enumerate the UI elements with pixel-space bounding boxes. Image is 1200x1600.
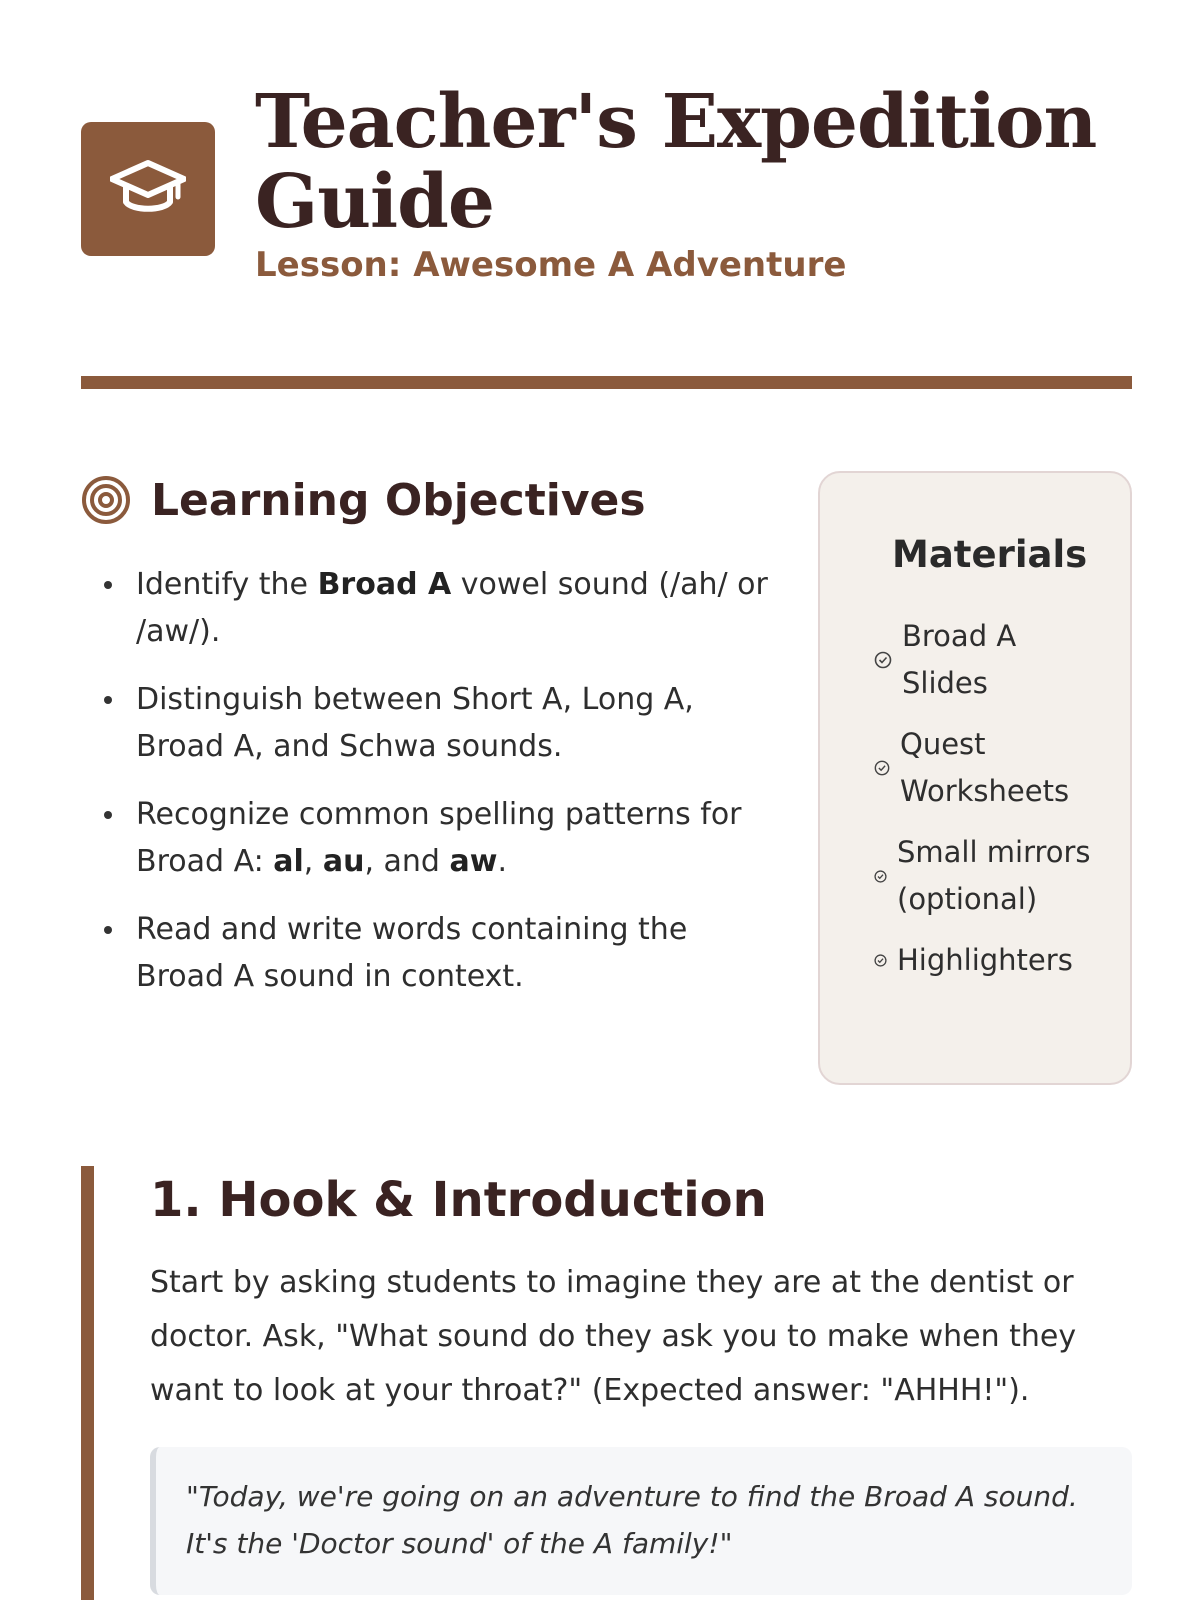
objectives-list [81, 561, 781, 1000]
graduation-cap-icon [110, 159, 186, 219]
check-circle-icon [874, 651, 892, 669]
check-circle-icon [874, 870, 887, 883]
section-accent-bar [81, 1166, 94, 1600]
check-circle-icon [874, 954, 887, 967]
check-circle-icon [874, 760, 890, 776]
hook-introduction-section [81, 1166, 1132, 1600]
materials-heading: Materials [892, 533, 1088, 576]
header-divider [81, 376, 1132, 389]
list-item: Quest Worksheets [874, 721, 1104, 815]
section-body: Start by asking students to imagine they are at the dentist or doctor. Ask, "What sound do they ask you to make when they want to look at your throat?" (Expected answer: "AHHH!"). [150, 1265, 1077, 1408]
list-item: Identify the Broad A vowel sound (/ah/ or /aw/). [81, 561, 781, 655]
learning-objectives-section [81, 470, 781, 1021]
objectives-heading: Learning Objectives [151, 474, 646, 526]
list-item: Distinguish between Short A, Long A, Broad A, and Schwa sounds. [81, 676, 781, 770]
target-icon [81, 475, 131, 525]
materials-list [874, 613, 1104, 998]
teacher-quote: "Today, we're going on an adventure to find the Broad A sound. It's the 'Doctor sound' of the A family!" [150, 1447, 1132, 1595]
list-item: Recognize common spelling patterns for Broad A: al, au, and aw. [81, 791, 781, 885]
list-item: Broad A Slides [874, 613, 1104, 707]
lesson-subtitle: Lesson: Awesome A Adventure [255, 245, 847, 285]
page-title: Teacher's Expedition Guide [255, 79, 1097, 245]
section-heading: 1. Hook & Introduction [150, 1172, 767, 1228]
list-item: Highlighters [874, 937, 1104, 984]
materials-card [818, 471, 1132, 1085]
page-header [81, 79, 1131, 302]
list-item: Small mirrors (optional) [874, 829, 1104, 923]
objectives-header [81, 470, 781, 530]
logo-badge [81, 122, 215, 256]
list-item: Read and write words containing the Broad A sound in context. [81, 906, 781, 1000]
